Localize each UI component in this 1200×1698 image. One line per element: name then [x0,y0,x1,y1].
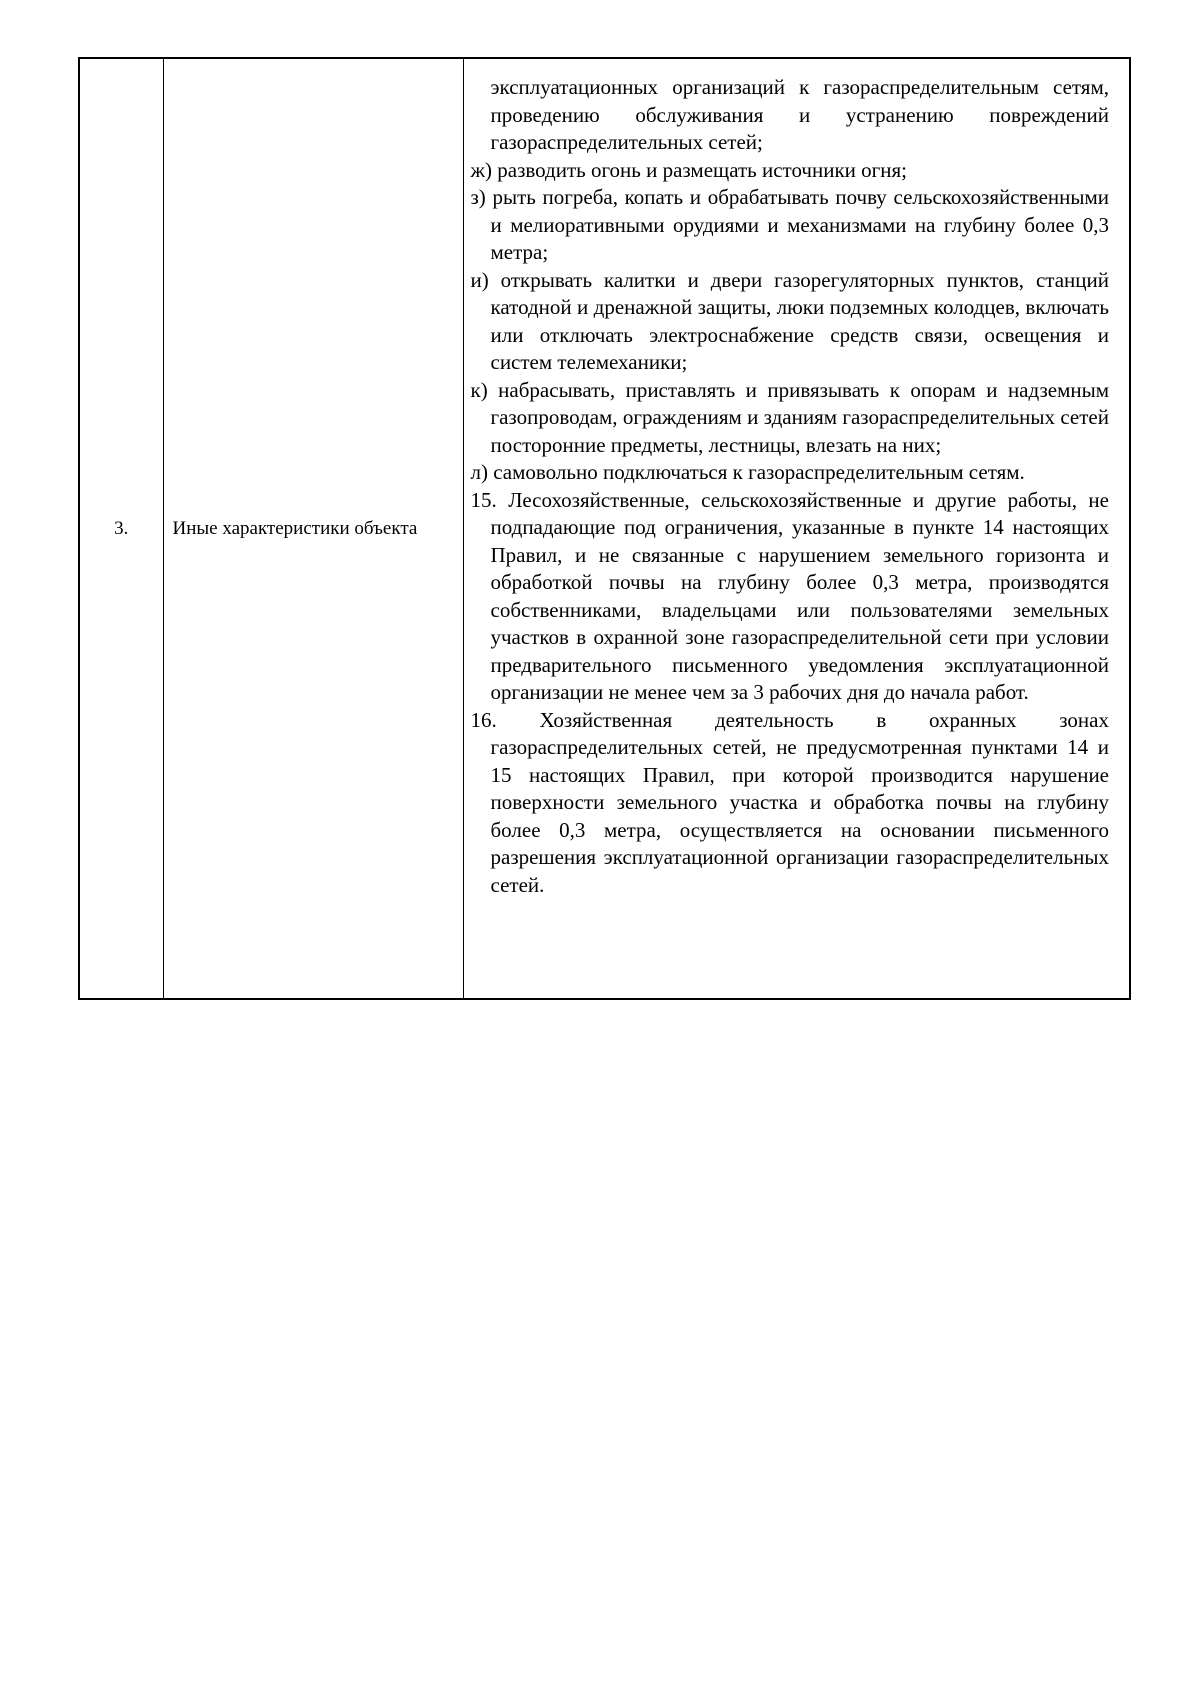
paragraph-clause-15: 15. Лесохозяйственные, сельскохозяйственные и другие работы, не подпадающие под ограничения, указанные в пункте 14 настоящих Правил, и не связанные с нарушением земельного горизонта и обработкой почвы на глубину более 0,3 метра, производятся собственниками, владельцами или пользователями земельных участков в охранной зоне газораспределительной сети при условии предварительного письменного уведомления эксплуатационной организации не менее чем за 3 рабочих дня до начала работ. [470,487,1109,704]
paragraph-item-zh: ж) разводить огонь и размещать источники огня; [470,157,907,182]
row-name: Иные характеристики объекта [172,517,418,539]
characteristics-table [78,57,1131,1000]
paragraph-item-k: к) набрасывать, приставлять и привязывать к опорам и надземным газопроводам, ограждениям и зданиям газораспределительных сетей посторонние предметы, лестницы, влезать на них; [470,377,1109,457]
row-number-cell [79,58,163,999]
row-number: 3. [114,517,129,539]
paragraph-item-z: з) рыть погреба, копать и обрабатывать почву сельскохозяйственными и мелиоративными орудиями и механизмами на глубину более 0,3 метра; [470,185,1109,264]
paragraph-continuation: эксплуатационных организаций к газораспределительным сетям, проведению обслуживания и устранению повреждений газораспределительных сетей; [490,75,1109,154]
table-row [79,58,1130,999]
row-name-cell [163,58,463,999]
paragraph-item-i: и) открывать калитки и двери газорегуляторных пунктов, станций катодной и дренажной защиты, люки подземных колодцев, включать или отключать электроснабжение средств связи, освещения и систем телемеханики; [470,267,1109,374]
paragraph-item-l: л) самовольно подключаться к газораспределительным сетям. [470,460,1025,484]
row-text-cell [463,58,1130,999]
paragraph-clause-16: 16. Хозяйственная деятельность в охранных зонах газораспределительных сетей, не предусмотренная пунктами 14 и 15 настоящих Правил, при которой производится нарушение поверхности земельного участка и обработка почвы на глубину более 0,3 метра, осуществляется на основании письменного разрешения эксплуатационной организации газораспределительных сетей. [470,707,1109,897]
